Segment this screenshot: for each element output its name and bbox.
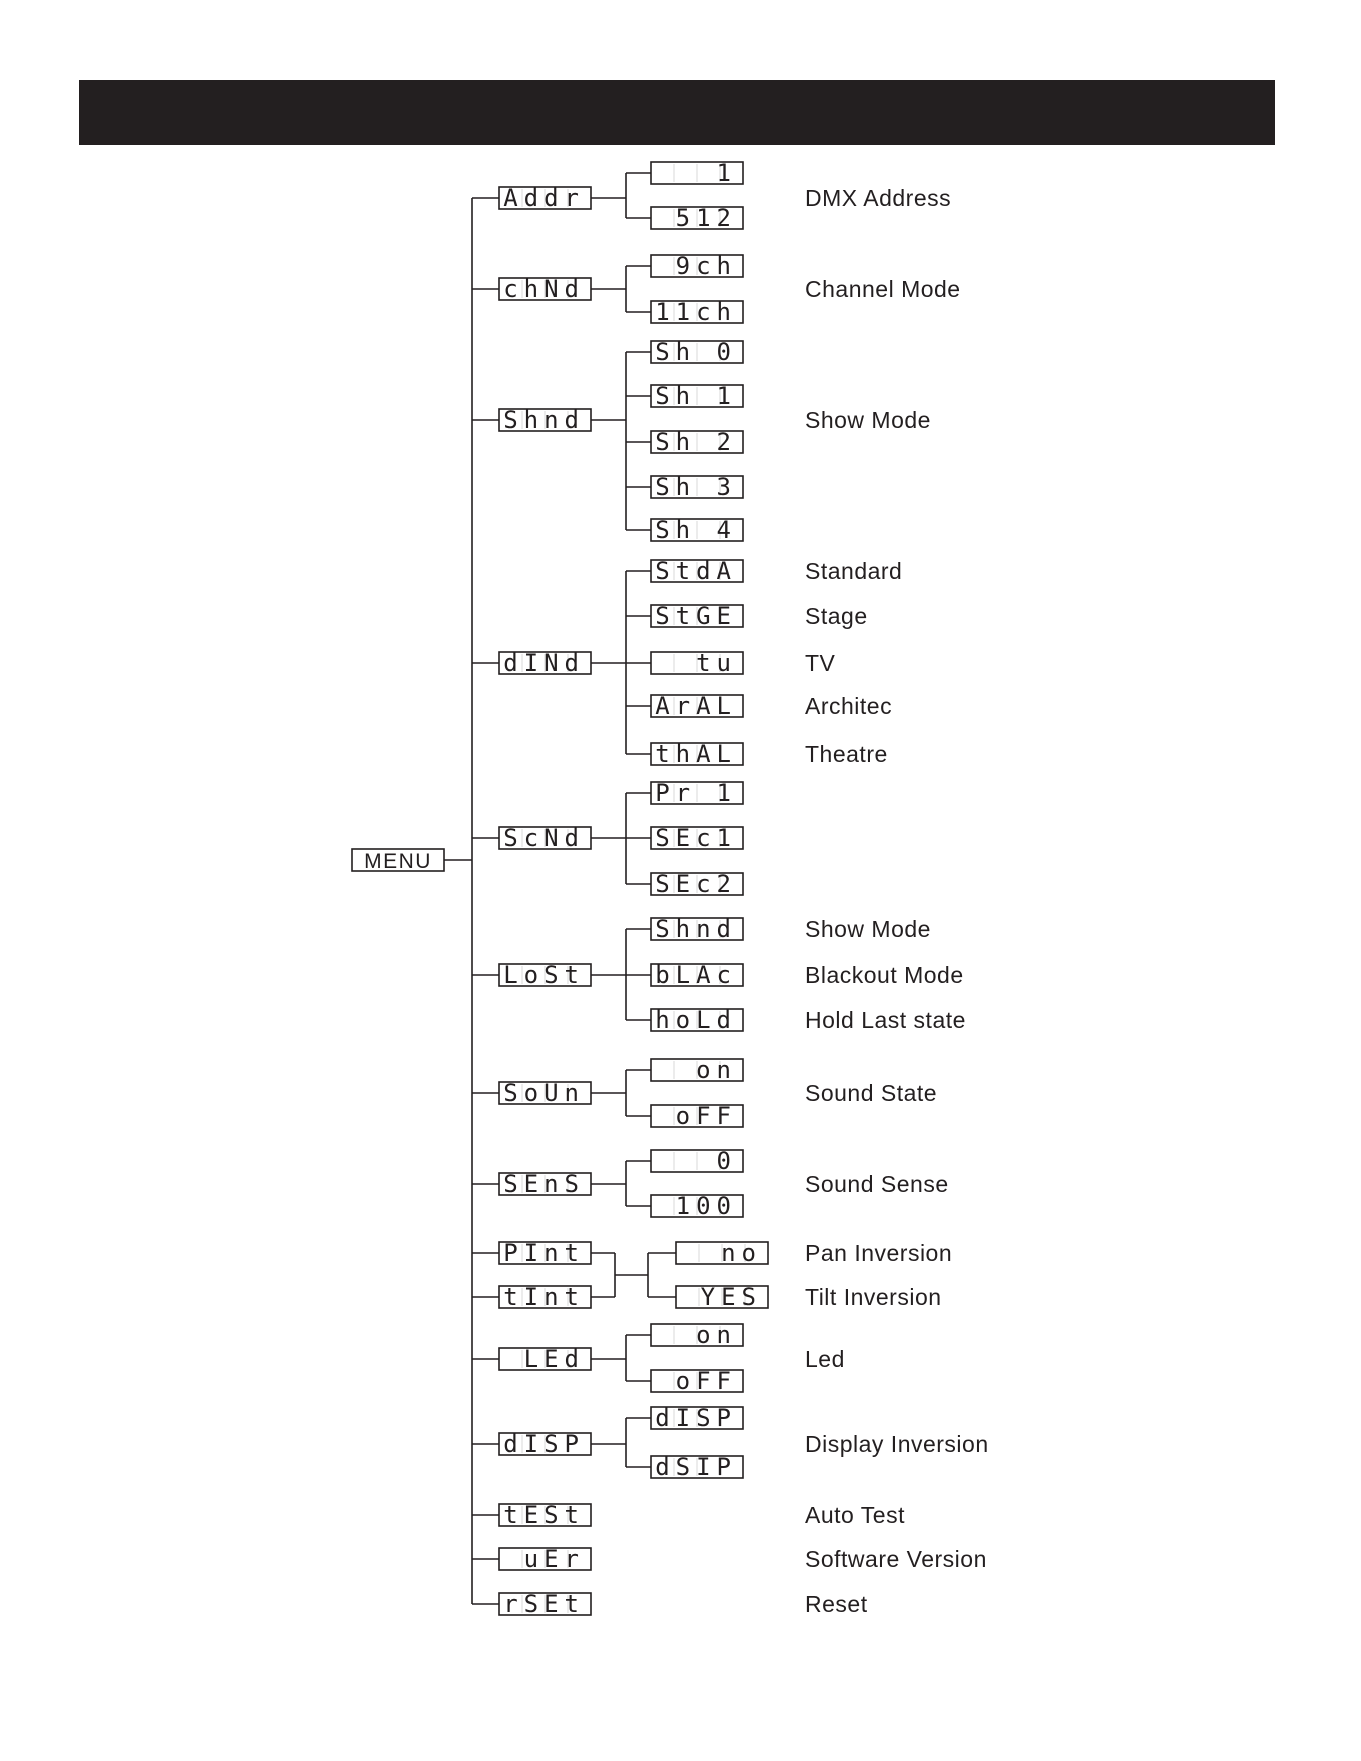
menu-item-scnd-4-code: ScNd xyxy=(503,824,585,852)
menu-item-test-12-code: tESt xyxy=(503,1501,585,1529)
menu-item-shnd-2-opt-2-code: Sh 2 xyxy=(655,428,737,456)
menu-item-dind-3-opt-2-code: tu xyxy=(696,649,737,677)
menu-item-lost-5-desc-1: Blackout Mode xyxy=(805,962,964,988)
menu-item-dind-3-opt-0-code: StdA xyxy=(655,557,737,585)
menu-item-chnd-1-group-desc: Channel Mode xyxy=(805,276,961,302)
menu-item-shnd-2-opt-0-code: Sh 0 xyxy=(655,338,737,366)
menu-item-pint-8-code: PInt xyxy=(503,1239,585,1267)
menu-item-dind-3-desc-2: TV xyxy=(805,650,836,676)
menu-item-sens-7-group-desc: Sound Sense xyxy=(805,1171,949,1197)
menu-item-tint-9-opt-0-code: YES xyxy=(700,1283,762,1311)
menu-item-sens-7-opt-1-code: 100 xyxy=(675,1192,737,1220)
menu-item-lost-5-desc-0: Show Mode xyxy=(805,916,931,942)
menu-item-tint-9-desc-0: Tilt Inversion xyxy=(805,1284,942,1310)
menu-item-led-10-code: LEd xyxy=(523,1345,585,1373)
menu-item-chnd-1-opt-0-code: 9ch xyxy=(675,252,737,280)
menu-item-shnd-2-opt-1-code: Sh 1 xyxy=(655,382,737,410)
menu-item-led-10-group-desc: Led xyxy=(805,1346,845,1372)
menu-item-pint-8-opt-0-code: no xyxy=(721,1239,762,1267)
menu-item-addr-0-code: Addr xyxy=(503,184,585,212)
menu-item-dind-3-desc-3: Architec xyxy=(805,693,893,719)
menu-item-dind-3-desc-0: Standard xyxy=(805,558,903,584)
menu-item-lost-5-opt-2-code: hoLd xyxy=(655,1006,737,1034)
menu-item-shnd-2-code: Shnd xyxy=(503,406,585,434)
menu-item-scnd-4-opt-1-code: SEc1 xyxy=(655,824,737,852)
menu-item-dind-3-opt-1-code: StGE xyxy=(655,602,737,630)
menu-item-lost-5-opt-0-code: Shnd xyxy=(655,915,737,943)
menu-item-uer-13-group-desc: Software Version xyxy=(805,1546,987,1572)
menu-item-pint-8-desc-0: Pan Inversion xyxy=(805,1240,953,1266)
menu-item-shnd-2-opt-3-code: Sh 3 xyxy=(655,473,737,501)
menu-item-dind-3-code: dINd xyxy=(503,649,585,677)
menu-root-label: MENU xyxy=(364,850,432,873)
menu-item-soun-6-opt-1-code: oFF xyxy=(675,1102,737,1130)
menu-item-shnd-2-opt-4-code: Sh 4 xyxy=(655,516,737,544)
menu-item-test-12-group-desc: Auto Test xyxy=(805,1502,905,1528)
menu-item-addr-0-opt-0-code: 1 xyxy=(716,159,737,187)
menu-item-soun-6-code: SoUn xyxy=(503,1079,585,1107)
menu-item-dind-3-opt-3-code: ArAL xyxy=(655,692,737,720)
menu-item-chnd-1-code: chNd xyxy=(503,275,585,303)
menu-item-soun-6-opt-0-code: on xyxy=(696,1056,737,1084)
menu-item-chnd-1-opt-1-code: 11ch xyxy=(655,298,737,326)
menu-item-lost-5-desc-2: Hold Last state xyxy=(805,1007,966,1033)
menu-item-disp-11-code: dISP xyxy=(503,1430,585,1458)
menu-item-scnd-4-opt-2-code: SEc2 xyxy=(655,870,737,898)
menu-item-tint-9-code: tInt xyxy=(503,1283,585,1311)
menu-item-shnd-2-group-desc: Show Mode xyxy=(805,407,931,433)
menu-item-disp-11-group-desc: Display Inversion xyxy=(805,1431,989,1457)
menu-item-sens-7-opt-0-code: 0 xyxy=(716,1147,737,1175)
menu-item-disp-11-opt-0-code: dISP xyxy=(655,1404,737,1432)
menu-item-disp-11-opt-1-code: dSIP xyxy=(655,1453,737,1481)
menu-item-led-10-opt-0-code: on xyxy=(696,1321,737,1349)
menu-item-dind-3-desc-4: Theatre xyxy=(805,741,888,767)
menu-item-dind-3-opt-4-code: thAL xyxy=(655,740,737,768)
menu-item-sens-7-code: SEnS xyxy=(503,1170,585,1198)
menu-item-dind-3-desc-1: Stage xyxy=(805,603,868,629)
menu-item-scnd-4-opt-0-code: Pr 1 xyxy=(655,779,737,807)
menu-item-uer-13-code: uEr xyxy=(523,1545,585,1573)
menu-item-soun-6-group-desc: Sound State xyxy=(805,1080,938,1106)
menu-item-led-10-opt-1-code: oFF xyxy=(675,1367,737,1395)
menu-item-lost-5-opt-1-code: bLAc xyxy=(655,961,737,989)
menu-item-rset-14-group-desc: Reset xyxy=(805,1591,868,1617)
menu-item-lost-5-code: LoSt xyxy=(503,961,585,989)
menu-item-addr-0-opt-1-code: 512 xyxy=(675,204,737,232)
menu-item-addr-0-group-desc: DMX Address xyxy=(805,185,952,211)
menu-item-rset-14-code: rSEt xyxy=(503,1590,585,1618)
